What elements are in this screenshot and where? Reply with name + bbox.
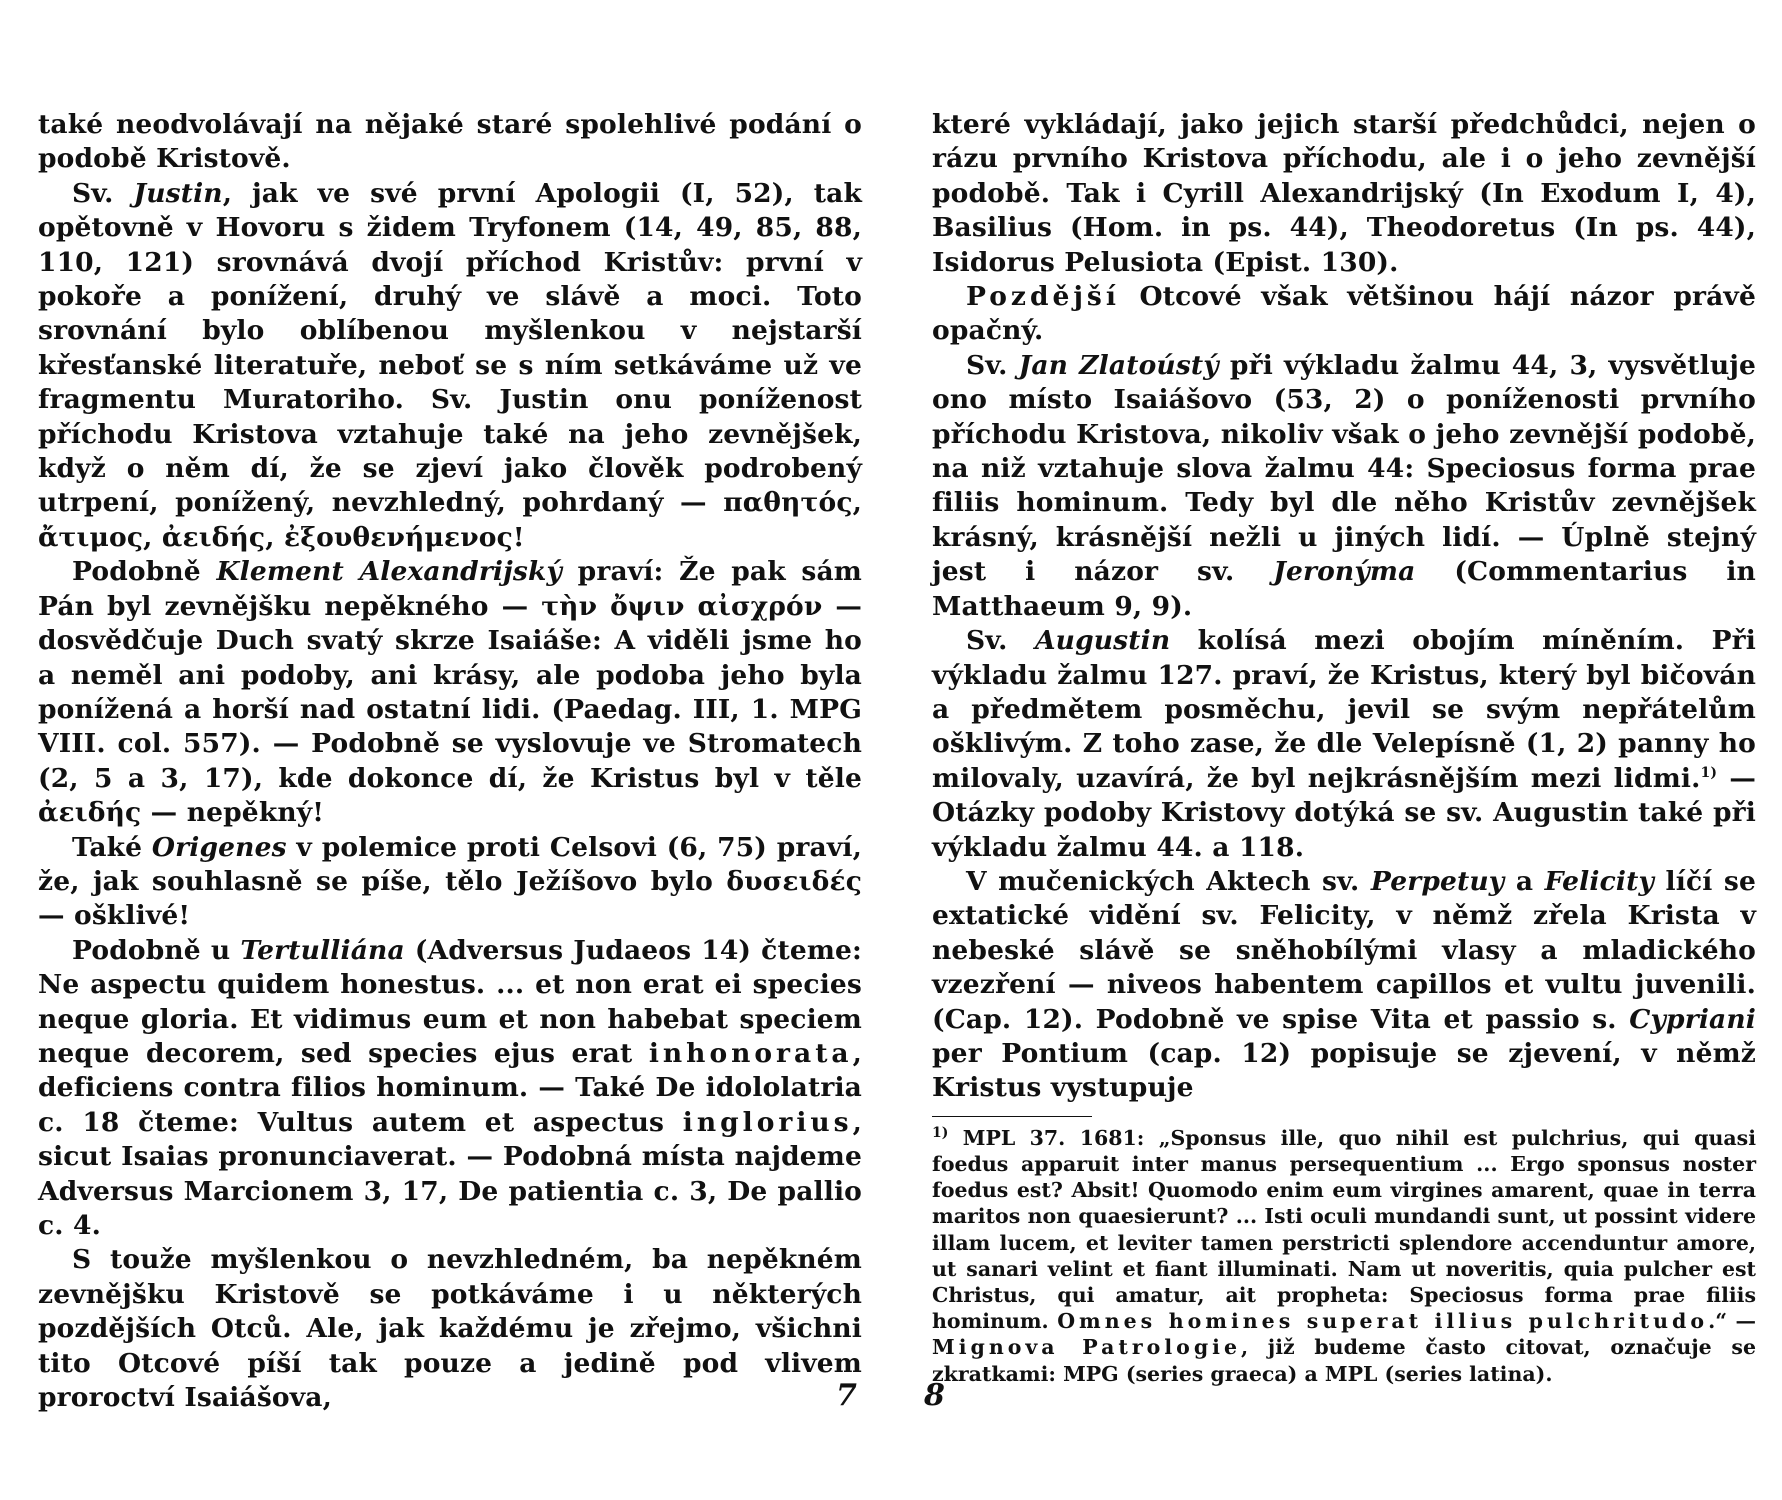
spaced-text: Mignova Patrologie bbox=[932, 1335, 1241, 1360]
text: také neodvolávají na nějaké staré spolehlivé podání o podobě Kristově. bbox=[38, 109, 862, 175]
text: líčí se extatické vidění sv. Felicity, v němž zřela Krista v nebeské slávě se sněhobílými vlasy a mladického vzezření — niveos habentem capillos et vultu juvenili. (Cap. 12). Podobně ve spise Vita et passio s. bbox=[932, 865, 1756, 1035]
author-name: Jeronýma bbox=[1273, 556, 1416, 588]
text: při výkladu žalmu 44, 3, vysvětluje ono místo Isaiášovo (53, 2) o poníženosti prvního příchodu Kristova, nikoliv však o jeho zevnější podobě, na niž vztahuje slova žalmu 44: Speciosus forma prae filiis hominum. Tedy byl dle něho Kristův zevnějšek krásný, krásnější nežli u jiných lidí. — Úplně stejný jest i názor sv. bbox=[932, 349, 1756, 588]
text: v polemice proti Celsovi (6, 75) praví, že, jak souhlasně se píše, tělo Ježíšovo bylo δυσειδές — ošklivé! bbox=[38, 831, 862, 932]
paragraph bbox=[38, 1243, 862, 1415]
paragraph bbox=[932, 624, 1756, 865]
spaced-text: Omnes homines superat illius pulchritudo bbox=[1057, 1309, 1709, 1334]
paragraph bbox=[932, 865, 1756, 1106]
text: kolísá mezi obojím míněním. Při výkladu žalmu 127. praví, že Kristus, který byl bičován a předmětem posměchu, jevil se svým nepřátelům ošklivým. Z toho zase, že dle Velepísně (1, 2) panny ho milovaly, uzavírá, že byl nejkrásnějším mezi lidmi. bbox=[932, 625, 1756, 794]
text: Také bbox=[72, 831, 152, 863]
text: .“ — bbox=[1708, 1309, 1756, 1334]
footnote-marker: 1) bbox=[932, 1124, 949, 1141]
text: per Pontium (cap. 12) popisuje se zjevení, v němž Kristus vystupuje bbox=[932, 1037, 1756, 1104]
paragraph bbox=[932, 108, 1756, 280]
page-number: 8 bbox=[924, 1378, 945, 1413]
spaced-text: Pozdější bbox=[966, 281, 1120, 313]
spaced-text: inhonorata bbox=[648, 1037, 853, 1069]
author-name: Klement Alexandrijský bbox=[216, 556, 563, 588]
author-name: Origenes bbox=[151, 831, 287, 863]
author-name: Perpetuy bbox=[1370, 865, 1505, 897]
text: , sicut Isaias pronunciaverat. — Podobná místa najdeme Adversus Marcionem 3, 17, De patientia c. 3, De pallio c. 4. bbox=[38, 1106, 862, 1241]
text: Podobně bbox=[72, 556, 217, 588]
author-name: Tertulliána bbox=[240, 934, 405, 966]
paragraph bbox=[38, 108, 862, 177]
text: a bbox=[1504, 865, 1545, 897]
text: které vykládají, jako jejich starší předchůdci, nejen o rázu prvního Kristova příchodu, ale i o jeho zevnější podobě. Tak i Cyrill Alexandrijský (In Exodum I, 4), Basilius (Hom. in ps. 44), Theodoretus (In ps. 44), Isidorus Pelusiota (Epist. 130). bbox=[932, 109, 1756, 278]
text: Sv. bbox=[966, 625, 1035, 657]
paragraph bbox=[38, 555, 862, 830]
text: Podobně u bbox=[72, 934, 241, 966]
author-name: Justin bbox=[133, 177, 223, 209]
text: Sv. bbox=[72, 177, 134, 209]
page-number: 7 bbox=[836, 1378, 857, 1413]
paragraph bbox=[932, 280, 1756, 349]
text: Otcové však většinou hájí názor právě opačný. bbox=[932, 281, 1756, 347]
paragraph bbox=[38, 831, 862, 934]
spaced-text: inglorius bbox=[682, 1106, 853, 1138]
text: , již budeme často citovat, označuje se zkratkami: MPG (series graeca) a MPL (series latina). bbox=[932, 1335, 1756, 1386]
footnote-rule bbox=[932, 1116, 1092, 1117]
text: V mučenických Aktech sv. bbox=[966, 865, 1371, 897]
text: — Otázky podoby Kristovy dotýká se sv. Augustin také při výkladu žalmu 44. a 118. bbox=[932, 762, 1757, 863]
paragraph bbox=[932, 349, 1756, 624]
author-name: Cypriani bbox=[1629, 1003, 1756, 1035]
text: praví: Že pak sám Pán byl zevnějšku nepěkného — τὴν ὄψιν αἰσχρόν — dosvědčuje Duch svatý skrze Isaiáše: A viděli jsme ho a neměl ani podoby, ani krásy, ale podoba jeho byla ponížená a horší nad ostatní lidi. (Paedag. III, 1. MPG VIII. col. 557). — Podobně se vyslovuje ve Stromatech (2, 5 a 3, 17), kde dokonce dí, že Kristus byl v těle ἀειδής — nepěkný! bbox=[38, 556, 862, 829]
text: (Commentarius in Matthaeum 9, 9). bbox=[932, 556, 1756, 622]
right-page bbox=[932, 108, 1756, 1387]
footnote-marker: 1) bbox=[1700, 764, 1718, 781]
text: , jak ve své první Apologii (I, 52), tak opětovně v Hovoru s židem Tryfonem (14, 49, 85, 88, 110, 121) srovnává dvojí příchod Kristův: první v pokoře a ponížení, druhý ve slávě a moci. Toto srovnání bylo oblíbenou myšlenkou v nejstarší křesťanské literatuře, neboť se s ním setkáváme už ve fragmentu Muratoriho. Sv. Justin onu poníženost příchodu Kristova vztahuje také na jeho zevnějšek, když o něm dí, že se zjeví jako člověk podrobený utrpení, ponížený, nevzhledný, pohrdaný — παθητός, ἄτιμος, ἀειδής, ἐξουθενήμενος! bbox=[38, 177, 862, 553]
author-name: Jan Zlatoústý bbox=[1018, 349, 1219, 381]
text: MPL 37. 1681: „Sponsus ille, quo nihil est pulchrius, qui quasi foedus apparuit inter manus persequentium ... Ergo sponsus noster foedus est? Absit! Quomodo enim eum virgines amarent, quae in terra maritos non quaesierunt? ... Isti oculi mundandi sunt, ut possint videre illam lucem, et leviter tamen perstricti splendore accenduntur amore, ut sanari velint et fiant illuminati. Nam ut noveritis, quia pulcher est Christus, qui amatur, ait propheta: Speciosus forma prae filiis hominum. bbox=[932, 1125, 1756, 1334]
left-page bbox=[38, 108, 862, 1415]
text: (Adversus Judaeos 14) čteme: Ne aspectu quidem honestus. ... et non erat ei species neque gloria. Et vidimus eum et non habebat speciem neque decorem, sed species ejus erat bbox=[38, 934, 862, 1069]
text: Sv. bbox=[966, 349, 1019, 381]
footnote bbox=[932, 1125, 1756, 1387]
text: S touže myšlenkou o nevzhledném, ba nepěkném zevnějšku Kristově se potkáváme i u některých pozdějších Otců. Ale, jak každému je zřejmo, všichni tito Otcové píší tak pouze a jedině pod vlivem proroctví Isaiášova, bbox=[38, 1244, 862, 1414]
author-name: Augustin bbox=[1034, 625, 1171, 657]
paragraph bbox=[38, 934, 862, 1244]
text: , deficiens contra filios hominum. — Také De idololatria c. 18 čteme: Vultus autem et aspectus bbox=[38, 1037, 862, 1138]
author-name: Felicity bbox=[1544, 865, 1655, 897]
paragraph bbox=[38, 177, 862, 555]
